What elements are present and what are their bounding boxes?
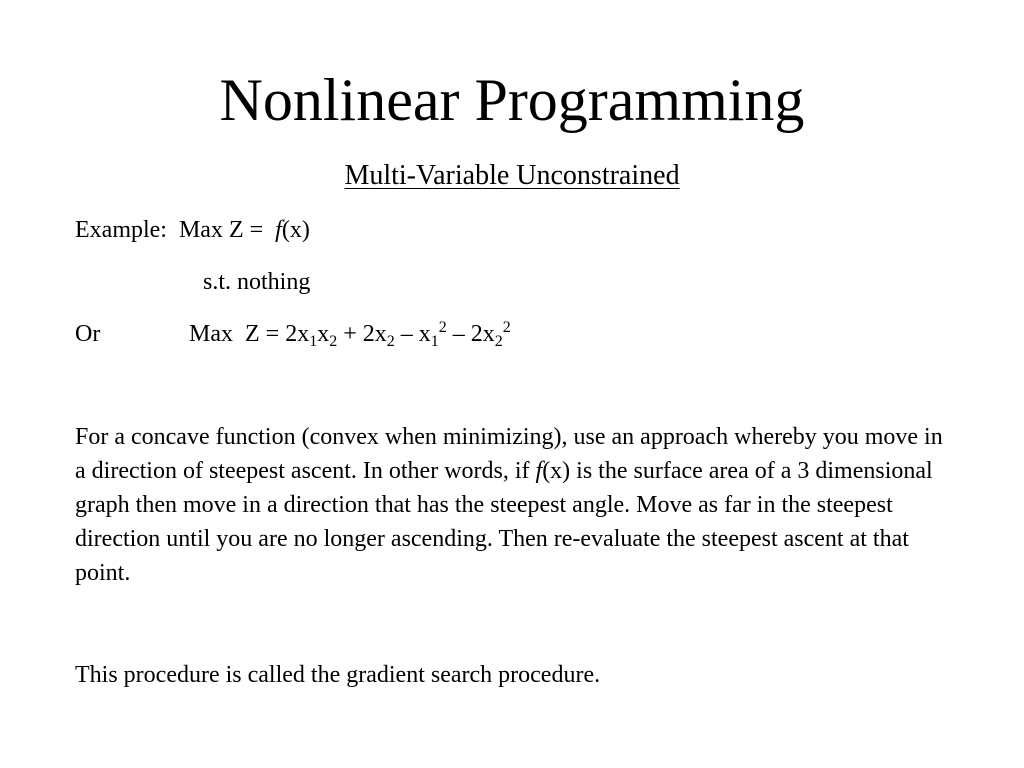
conclusion-paragraph: This procedure is called the gradient search procedure. xyxy=(75,662,601,688)
eq-sub-4: 1 xyxy=(430,333,439,350)
example-max-prefix: Max Z = xyxy=(178,217,264,243)
example-label: Example: xyxy=(75,217,167,243)
example-function-f: f xyxy=(275,217,282,243)
paragraph-part-2: (x) is the surface area of a 3 dimensional graph then move in a direction that has the steepest angle. Move as far in the steepest direction until you are no longer ascending. Then re-evaluate the steepest ascent at that point. xyxy=(75,458,933,586)
example-line xyxy=(75,214,310,246)
eq-mid-1: x xyxy=(317,321,330,347)
constraint-line: s.t. nothing xyxy=(203,269,311,295)
eq-mid-2: + 2x xyxy=(337,321,387,347)
eq-sup-1: 2 xyxy=(438,319,447,336)
eq-mid-4: – 2x xyxy=(446,321,495,347)
slide-subtitle: Multi-Variable Unconstrained xyxy=(344,160,680,191)
explanation-paragraph xyxy=(75,420,955,590)
slide-title: Nonlinear Programming xyxy=(219,67,805,133)
or-label: Or xyxy=(75,321,101,347)
eq-sub-5: 2 xyxy=(494,333,503,350)
objective-equation xyxy=(189,318,511,350)
example-function-arg: (x) xyxy=(281,217,310,243)
eq-sub-1: 1 xyxy=(309,333,318,350)
eq-mid-3: – x xyxy=(394,321,431,347)
paragraph-part-1: For a concave function (convex when minimizing), use an approach whereby you move in a direction of steepest ascent. In other words, if xyxy=(75,424,943,484)
eq-sup-2: 2 xyxy=(502,319,511,336)
alternative-line xyxy=(75,318,100,350)
max-label: Max xyxy=(189,321,233,347)
eq-sub-2: 2 xyxy=(329,333,338,350)
paragraph-function-f: f xyxy=(535,458,543,484)
eq-prefix: Z = 2x xyxy=(245,321,310,347)
eq-sub-3: 2 xyxy=(386,333,395,350)
